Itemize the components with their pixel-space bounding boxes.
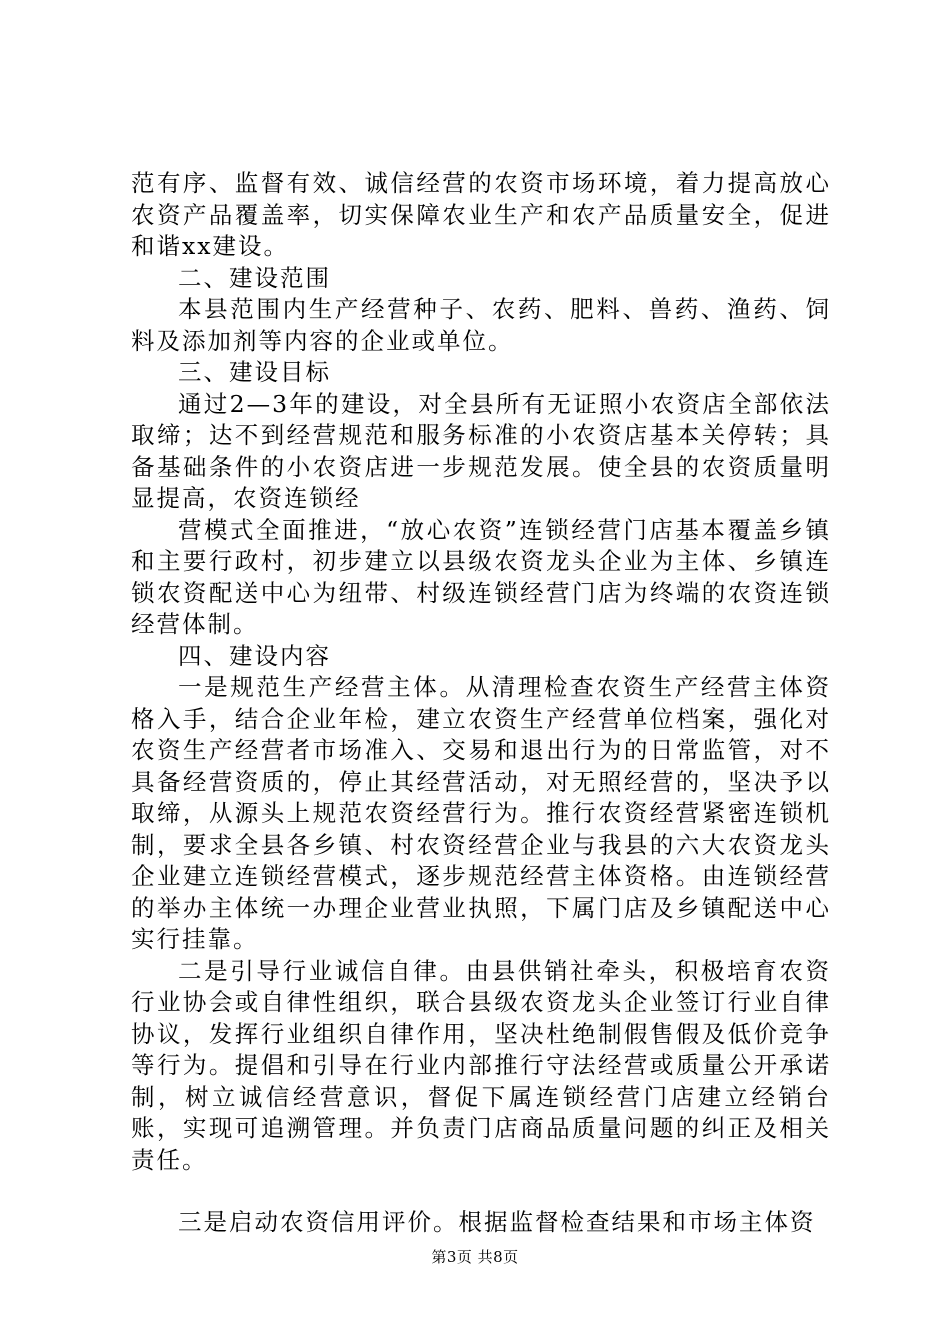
document-body [131,168,831,1239]
paragraph-goals: 通过2—3年的建设，对全县所有无证照小农资店全部依法取缔；达不到经营规范和服务标准的小农资店基本关停转；具备基础条件的小农资店进一步规范发展。使全县的农资质量明显提高，农资连锁经 [131,389,831,512]
paragraph-goals-continued: 营模式全面推进，“放心农资”连锁经营门店基本覆盖乡镇和主要行政村，初步建立以县级农资龙头企业为主体、乡镇连锁农资配送中心为纽带、村级连锁经营门店为终端的农资连锁经营体制。 [131,515,831,638]
paragraph-content-1: 一是规范生产经营主体。从清理检查农资生产经营主体资格入手，结合企业年检，建立农资生产经营单位档案，强化对农资生产经营者市场准入、交易和退出行为的日常监管，对不具备经营资质的，停止其经营活动，对无照经营的，坚决予以取缔，从源头上规范农资经营行为。推行农资经营紧密连锁机制，要求全县各乡镇、村农资经营企业与我县的六大农资龙头企业建立连锁经营模式，逐步规范经营主体资格。由连锁经营的举办主体统一办理企业营业执照，下属门店及乡镇配送中心实行挂靠。 [131,673,831,953]
paragraph-content-3: 三是启动农资信用评价。根据监督检查结果和市场主体资 [178,1208,816,1236]
section-heading-scope: 二、建设范围 [178,263,331,292]
section-heading-goals: 三、建设目标 [178,358,331,386]
paragraph-content-2: 二是引导行业诚信自律。由县供销社牵头，积极培育农资行业协会或自律性组织，联合县级农资龙头企业签订行业自律协议，发挥行业组织自律作用，坚决杜绝制假售假及低价竞争等行为。提倡和引导在行业内部推行守法经营或质量公开承诺制，树立诚信经营意识，督促下属连锁经营门店建立经销台账，实现可追溯管理。并负责门店商品质量问题的纠正及相关责任。 [131,956,831,1174]
paragraph-continuation: 范有序、监督有效、诚信经营的农资市场环境，着力提高放心农资产品覆盖率，切实保障农业生产和农产品质量安全，促进和谐xx建设。 [131,169,831,260]
section-heading-content: 四、建设内容 [178,641,331,670]
paragraph-scope: 本县范围内生产经营种子、农药、肥料、兽药、渔药、饲料及添加剂等内容的企业或单位。 [131,295,831,355]
page-number-footer: 第3页 共8页 [431,1248,519,1266]
